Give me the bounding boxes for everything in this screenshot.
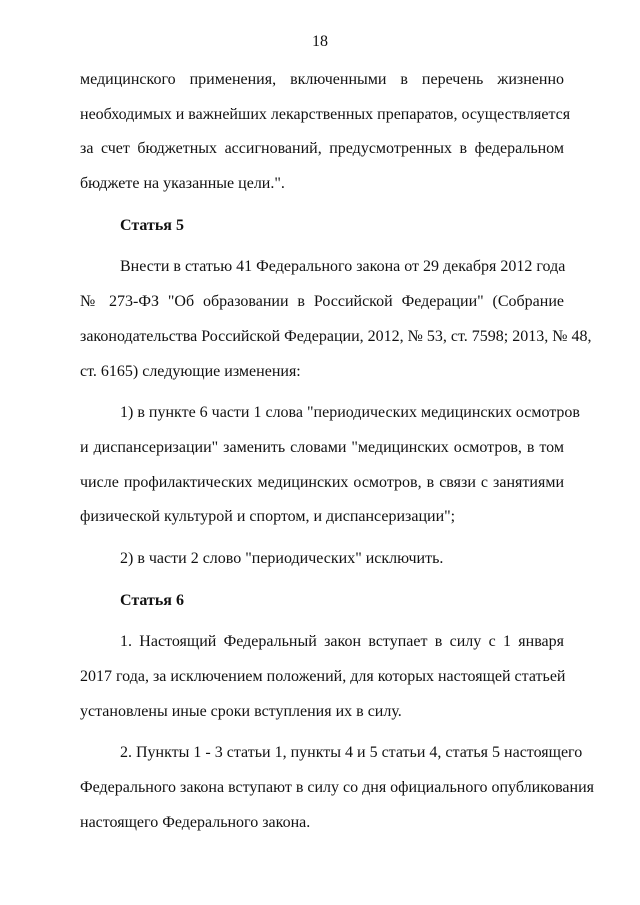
text-line: Федерального закона вступают в силу со дня официального опубликования (80, 779, 595, 797)
article-5-item-1 (80, 396, 580, 535)
article-5-heading: Статья 5 (120, 216, 184, 234)
article-6-heading: Статья 6 (120, 591, 184, 609)
text-line: и диспансеризации" заменить словами "медицинских осмотров, в том (80, 438, 564, 456)
article-6-item-2 (80, 736, 595, 840)
text-line: необходимых и важнейших лекарственных препаратов, осуществляется (80, 105, 571, 123)
text-line: физической культурой и спортом, и диспансеризации"; (80, 508, 456, 526)
text-line: медицинского применения, включенными в перечень жизненно (80, 71, 564, 88)
text-line: 2017 года, за исключением положений, для которых настоящей статьей (80, 668, 566, 685)
text-line: ст. 6165) следующие изменения: (80, 362, 301, 380)
text-line: настоящего Федерального закона. (80, 813, 311, 831)
document-body (80, 63, 595, 840)
text-line: 1) в пункте 6 части 1 слова "периодических медицинских осмотров (120, 404, 580, 422)
article-6-item-1 (80, 625, 564, 729)
text-line: законодательства Российской Федерации, 2012, № 53, ст. 7598; 2013, № 48, (80, 327, 592, 345)
text-line: бюджете на указанные цели.". (80, 175, 285, 193)
text-line: № 273-ФЗ "Об образовании в Российской Федерации" (Собрание (80, 293, 564, 311)
article-5-intro (80, 250, 592, 389)
text-line: 1. Настоящий Федеральный закон вступает в силу с 1 января (120, 633, 564, 651)
page-number: 18 (312, 33, 328, 50)
article-5-item-2: 2) в части 2 слово "периодических" исключить. (120, 549, 444, 567)
text-line: Внести в статью 41 Федерального закона от 29 декабря 2012 года (120, 258, 566, 276)
text-line: 2. Пункты 1 - 3 статьи 1, пункты 4 и 5 статьи 4, статья 5 настоящего (120, 744, 583, 762)
text-line: установлены иные сроки вступления их в силу. (80, 702, 402, 720)
text-line: числе профилактических медицинских осмотров, в связи с занятиями (80, 473, 564, 491)
paragraph-continuation (80, 63, 571, 202)
text-line: за счет бюджетных ассигнований, предусмотренных в федеральном (80, 140, 564, 158)
